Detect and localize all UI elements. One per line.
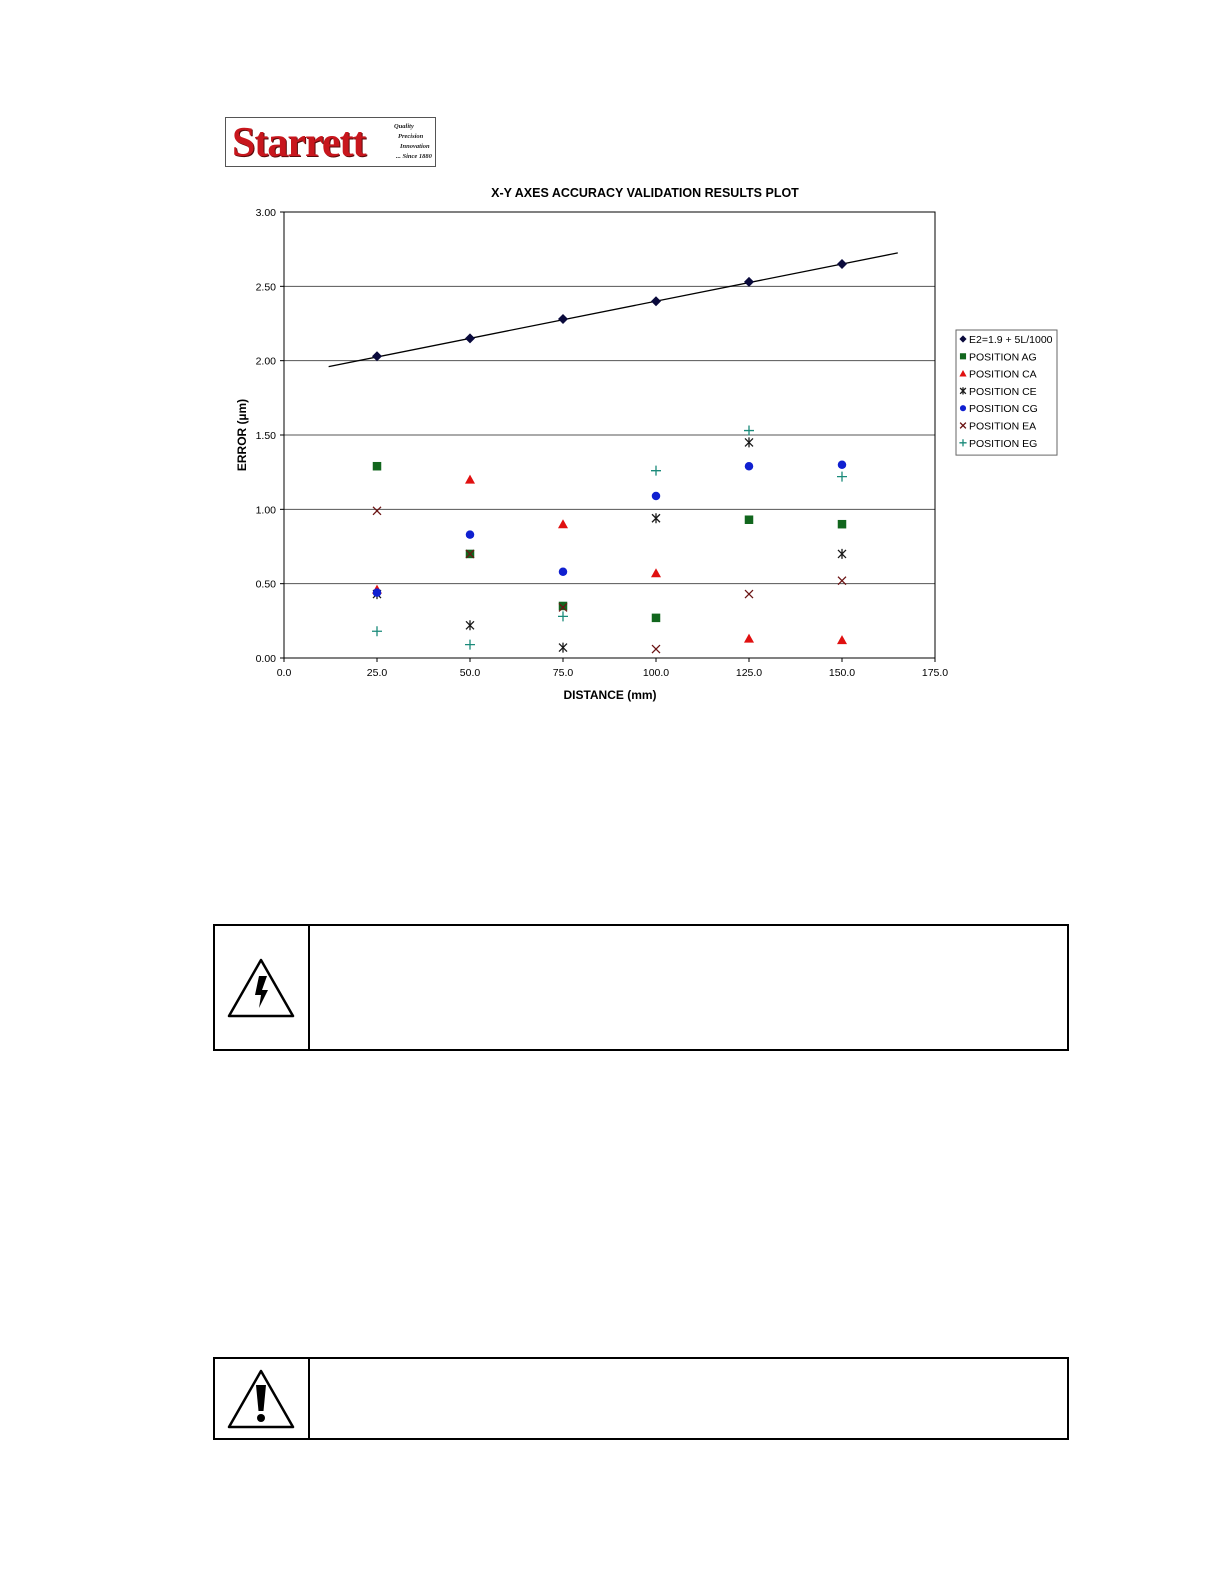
legend-entry: E2=1.9 + 5L/1000 (969, 334, 1053, 346)
data-point (558, 611, 568, 621)
data-point (652, 492, 661, 501)
data-point (466, 620, 474, 630)
data-point (837, 259, 847, 269)
legend-entry: POSITION CG (969, 403, 1038, 416)
trendline-line (329, 253, 898, 367)
legend (956, 330, 1057, 455)
notice-icon-cell (215, 1359, 310, 1438)
data-point (652, 614, 661, 623)
x-tick-label: 125.0 (735, 667, 763, 679)
data-point (652, 513, 660, 523)
x-tick-label: 75.0 (552, 667, 574, 679)
data-point (651, 568, 661, 577)
data-point (745, 590, 753, 598)
logo-brand: Starrett (232, 120, 366, 166)
data-point (838, 460, 847, 469)
logo-tagline-line: Innovation (400, 143, 430, 150)
y-tick-label: 0.50 (255, 578, 276, 591)
y-tick-label: 3.00 (255, 207, 276, 219)
data-point (373, 462, 382, 471)
logo-tagline-line: ... Since 1880 (396, 153, 432, 160)
data-point (838, 520, 847, 529)
data-point (372, 626, 382, 636)
data-point (559, 643, 567, 653)
data-point (651, 466, 661, 476)
data-point (837, 472, 847, 482)
x-tick-label: 150.0 (828, 667, 856, 679)
x-tick-label: 100.0 (642, 667, 670, 679)
trendline (329, 253, 898, 367)
legend-marker (960, 353, 966, 359)
data-point (466, 530, 475, 539)
data-point (837, 635, 847, 644)
data-point (745, 462, 754, 471)
data-point (559, 602, 568, 611)
y-tick-label: 0.00 (255, 653, 276, 665)
y-axis-label: ERROR (µm) (235, 398, 249, 472)
x-tick-label: 50.0 (459, 667, 481, 679)
data-point (372, 351, 382, 361)
data-point (558, 314, 568, 324)
data-point (651, 296, 661, 306)
data-point (373, 588, 382, 597)
legend-entry: POSITION EG (969, 437, 1038, 450)
axis-ticks (256, 207, 949, 679)
data-point (745, 437, 753, 447)
chart-title: X-Y AXES ACCURACY VALIDATION RESULTS PLOT (491, 186, 799, 200)
data-point (652, 645, 660, 653)
data-point (558, 519, 568, 528)
electrical-hazard-icon (225, 956, 297, 1022)
logo-tagline-line: Precision (398, 133, 424, 140)
data-point (465, 640, 475, 650)
legend-entry: POSITION EA (969, 420, 1037, 433)
legend-entry: POSITION CE (969, 385, 1037, 398)
y-tick-label: 2.50 (255, 281, 276, 294)
x-axis-label: DISTANCE (mm) (563, 688, 657, 702)
data-points (372, 259, 847, 653)
y-tick-label: 1.00 (255, 504, 276, 517)
x-tick-label: 0.0 (276, 667, 292, 679)
notice-icon-cell (215, 926, 310, 1049)
caution-notice (213, 1357, 1069, 1440)
legend-entry: POSITION CA (969, 368, 1037, 381)
caution-exclamation-icon (225, 1367, 297, 1433)
electrical-hazard-notice (213, 924, 1069, 1051)
data-point (373, 507, 381, 515)
logo-tagline-line: Quality (394, 123, 414, 130)
data-point (559, 568, 568, 577)
data-point (745, 515, 754, 524)
data-point (744, 426, 754, 436)
accuracy-chart (0, 0, 1222, 720)
data-point (744, 634, 754, 643)
x-tick-label: 175.0 (921, 667, 949, 679)
data-point (744, 277, 754, 287)
y-tick-label: 2.00 (255, 355, 276, 368)
legend-marker (960, 405, 966, 411)
data-point (465, 475, 475, 484)
grid-lines (284, 286, 935, 583)
data-point (465, 333, 475, 343)
legend-entry: POSITION AG (969, 351, 1037, 364)
y-tick-label: 1.50 (255, 430, 276, 442)
data-point (838, 549, 846, 559)
x-tick-label: 25.0 (366, 667, 388, 679)
